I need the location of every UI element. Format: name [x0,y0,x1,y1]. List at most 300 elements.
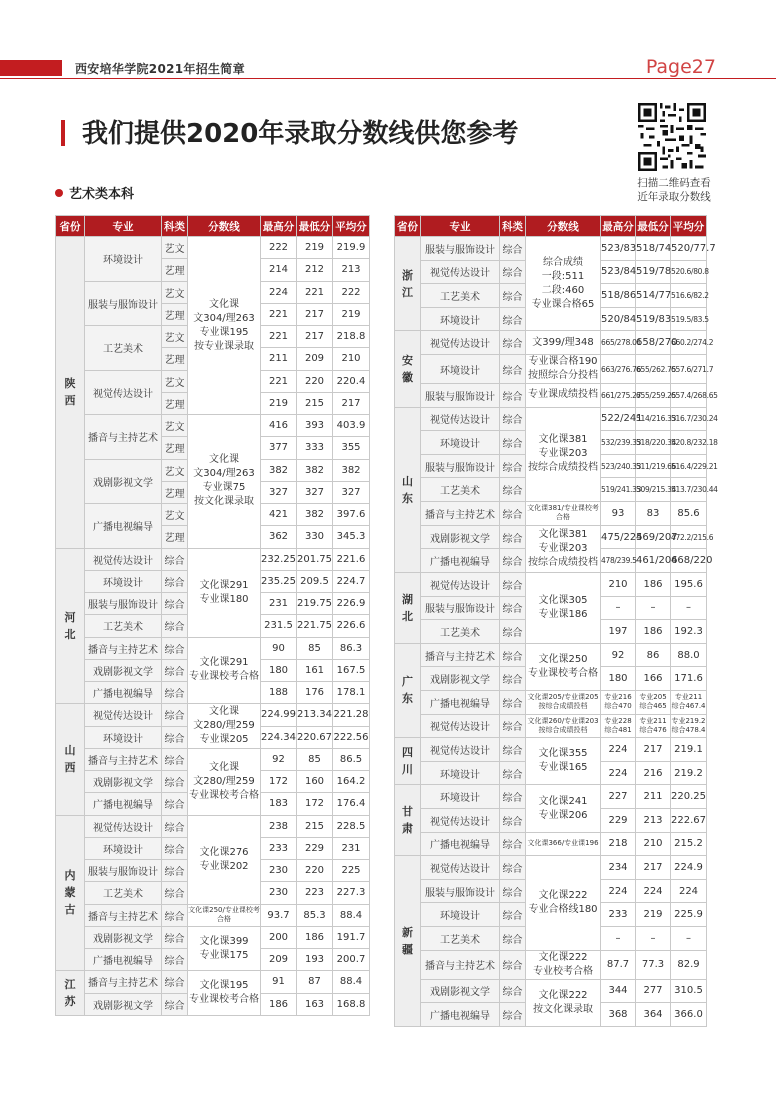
min-score-cell: 186 [636,572,671,596]
category-cell: 综合 [500,572,526,596]
max-score-cell: 200 [261,926,297,948]
column-header: 平均分 [671,216,707,237]
major-cell: 广播电视编导 [85,949,162,971]
avg-score-cell: 220.25 [671,785,707,809]
min-score-cell: 219.75 [297,593,333,615]
avg-score-cell: 219.9 [333,237,370,259]
table-row [56,637,370,659]
avg-score-cell: 226.6 [333,615,370,637]
max-score-cell: 专业228 综合481 [601,714,636,738]
max-score-cell: 475/225 [601,525,636,549]
avg-score-cell: 222.56 [333,726,370,748]
category-cell: 综合 [162,659,188,681]
table-row [395,237,707,261]
min-score-cell: 85 [297,637,333,659]
score-line-cell: 文化课 文280/理259 专业课校考合格 [188,748,261,815]
province-cell: 湖 北 [395,572,421,643]
min-score-cell: 83 [636,502,671,526]
max-score-cell: – [601,927,636,951]
avg-score-cell: 382 [333,459,370,481]
major-cell: 播音与主持艺术 [85,415,162,460]
min-score-cell: 382 [297,504,333,526]
min-score-cell: 219 [636,903,671,927]
category-cell: 综合 [162,593,188,615]
avg-score-cell: 520.6/80.8 [671,260,707,284]
max-score-cell: 661/275.27 [601,384,636,408]
score-line-cell: 文化课 文304/理263 专业课75 按文化课录取 [188,415,261,549]
max-score-cell: 180 [261,659,297,681]
major-cell: 戏剧影视文学 [421,979,500,1003]
major-cell: 视觉传达设计 [85,704,162,726]
column-header: 平均分 [333,216,370,237]
min-score-cell: 509/215.34 [636,478,671,502]
major-cell: 服装与服饰设计 [85,281,162,326]
major-cell: 视觉传达设计 [421,572,500,596]
major-cell: 视觉传达设计 [421,714,500,738]
table-row [56,748,370,770]
section-label: 艺术类本科 [69,187,135,202]
major-cell: 视觉传达设计 [421,407,500,431]
avg-score-cell: 228.5 [333,815,370,837]
min-score-cell: 211 [636,785,671,809]
avg-score-cell: 192.3 [671,620,707,644]
max-score-cell: 532/239.33 [601,431,636,455]
category-cell: 艺理 [162,526,188,548]
avg-score-cell: 88.4 [333,904,370,926]
major-cell: 广播电视编导 [85,504,162,549]
province-cell: 安 徽 [395,331,421,407]
avg-score-cell: 516.6/82.2 [671,284,707,308]
category-cell: 综合 [500,331,526,355]
category-cell: 艺理 [162,348,188,370]
min-score-cell: 212 [297,259,333,281]
avg-score-cell: 226.9 [333,593,370,615]
major-cell: 服装与服饰设计 [421,596,500,620]
major-cell: 戏剧影视文学 [85,459,162,504]
avg-score-cell: 345.3 [333,526,370,548]
category-cell: 综合 [162,882,188,904]
table-row [395,832,707,856]
avg-score-cell: 213 [333,259,370,281]
max-score-cell: 234 [601,856,636,880]
max-score-cell: 188 [261,682,297,704]
major-cell: 工艺美术 [421,284,500,308]
category-cell: 综合 [162,726,188,748]
max-score-cell: 421 [261,504,297,526]
min-score-cell: 209.5 [297,570,333,592]
table-row [395,525,707,549]
major-cell: 播音与主持艺术 [421,502,500,526]
max-score-cell: 518/86 [601,284,636,308]
min-score-cell: 518/220.34 [636,431,671,455]
score-line-cell: 文化课355 专业课165 [526,738,601,785]
max-score-cell: 210 [601,572,636,596]
min-score-cell: 193 [297,949,333,971]
min-score-cell: 220 [297,860,333,882]
max-score-cell: 90 [261,637,297,659]
avg-score-cell: 397.6 [333,504,370,526]
min-score-cell: 217 [636,856,671,880]
category-cell: 综合 [162,815,188,837]
category-cell: 综合 [162,771,188,793]
min-score-cell: 277 [636,979,671,1003]
max-score-cell: 377 [261,437,297,459]
column-header: 分数线 [526,216,601,237]
major-cell: 广播电视编导 [421,690,500,714]
table-row [56,237,370,259]
min-score-cell: 217 [297,303,333,325]
min-score-cell: 220.67 [297,726,333,748]
major-cell: 环境设计 [421,431,500,455]
score-line-cell: 文化课250/专业课校考合格 [188,904,261,926]
major-cell: 工艺美术 [85,882,162,904]
min-score-cell: 514/216.33 [636,407,671,431]
column-header: 分数线 [188,216,261,237]
category-cell: 综合 [162,971,188,993]
avg-score-cell: 355 [333,437,370,459]
min-score-cell: 655/262.75 [636,355,671,384]
column-header: 专业 [85,216,162,237]
min-score-cell: 201.75 [297,548,333,570]
major-cell: 视觉传达设计 [421,738,500,762]
avg-score-cell: 191.7 [333,926,370,948]
min-score-cell: 166 [636,667,671,691]
avg-score-cell: 224.9 [671,856,707,880]
table-row [395,950,707,979]
province-cell: 山 东 [395,407,421,572]
table-row [395,572,707,596]
score-line-cell: 文化课241 专业课206 [526,785,601,832]
category-cell: 综合 [500,979,526,1003]
table-row [56,704,370,726]
table-header-row [395,216,707,237]
max-score-cell: 235.25 [261,570,297,592]
avg-score-cell: 85.6 [671,502,707,526]
category-cell: 综合 [500,431,526,455]
min-score-cell: 519/83 [636,307,671,331]
avg-score-cell: 660.2/274.2 [671,331,707,355]
min-score-cell: 219 [297,237,333,259]
major-cell: 广播电视编导 [85,793,162,815]
max-score-cell: 224 [601,738,636,762]
major-cell: 环境设计 [85,726,162,748]
max-score-cell: 224.34 [261,726,297,748]
category-cell: 综合 [500,690,526,714]
category-cell: 艺文 [162,237,188,259]
avg-score-cell: 221.28 [333,704,370,726]
category-cell: 综合 [162,570,188,592]
max-score-cell: 92 [601,643,636,667]
column-header: 最高分 [261,216,297,237]
table-row [395,384,707,408]
table-row [56,971,370,993]
avg-score-cell: 225 [333,860,370,882]
score-line-cell: 文化课276 专业课202 [188,815,261,904]
avg-score-cell: 657.6/271.7 [671,355,707,384]
max-score-cell: 238 [261,815,297,837]
major-cell: 戏剧影视文学 [85,993,162,1015]
table-row [395,355,707,384]
major-cell: 戏剧影视文学 [421,525,500,549]
province-cell: 广 东 [395,643,421,737]
qr-caption [628,176,720,204]
province-cell: 四 川 [395,738,421,785]
avg-score-cell: 222 [333,281,370,303]
column-header: 省份 [395,216,421,237]
category-cell: 艺文 [162,504,188,526]
avg-score-cell: 专业219.2 综合478.4 [671,714,707,738]
province-cell: 内 蒙 古 [56,815,85,971]
min-score-cell: 220 [297,370,333,392]
major-cell: 环境设计 [85,570,162,592]
major-cell: 播音与主持艺术 [85,971,162,993]
score-line-cell: 文化课222 专业校考合格 [526,950,601,979]
avg-score-cell: 403.9 [333,415,370,437]
max-score-cell: 382 [261,459,297,481]
province-cell: 新 疆 [395,856,421,1027]
category-cell: 综合 [500,667,526,691]
min-score-cell: 330 [297,526,333,548]
min-score-cell: 469/207 [636,525,671,549]
score-line-cell: 综合成绩 一段:511 二段:460 专业课合格65 [526,237,601,331]
avg-score-cell: 195.6 [671,572,707,596]
avg-score-cell: 219 [333,303,370,325]
major-cell: 播音与主持艺术 [85,637,162,659]
min-score-cell: 163 [297,993,333,1015]
major-cell: 工艺美术 [421,478,500,502]
avg-score-cell: 327 [333,481,370,503]
min-score-cell: 186 [636,620,671,644]
min-score-cell: 514/77 [636,284,671,308]
min-score-cell: 217 [636,738,671,762]
avg-score-cell: – [671,596,707,620]
min-score-cell: 327 [297,481,333,503]
province-cell: 甘 肃 [395,785,421,856]
avg-score-cell: 176.4 [333,793,370,815]
max-score-cell: 180 [601,667,636,691]
title-accent [61,120,65,146]
avg-score-cell: 657.4/268.65 [671,384,707,408]
category-cell: 综合 [162,926,188,948]
major-cell: 视觉传达设计 [85,370,162,415]
score-line-cell: 文化课 文280/理259 专业课205 [188,704,261,749]
min-score-cell: 85 [297,748,333,770]
major-cell: 视觉传达设计 [421,809,500,833]
max-score-cell: 523/83 [601,237,636,261]
avg-score-cell: 520.8/232.18 [671,431,707,455]
avg-score-cell: 222.67 [671,809,707,833]
score-line-cell: 文化课381 专业课203 按综合成绩投档 [526,407,601,501]
score-line-cell: 文化课205/专业课205 按综合成绩投档 [526,690,601,714]
major-cell: 播音与主持艺术 [85,748,162,770]
avg-score-cell: 513.7/230.44 [671,478,707,502]
avg-score-cell: 171.6 [671,667,707,691]
min-score-cell: 213 [636,809,671,833]
category-cell: 综合 [162,949,188,971]
category-cell: 艺文 [162,281,188,303]
category-cell: 综合 [500,903,526,927]
score-line-cell: 专业课合格190 按照综合分投档 [526,355,601,384]
category-cell: 综合 [162,793,188,815]
avg-score-cell: 227.3 [333,882,370,904]
avg-score-cell: 218.8 [333,326,370,348]
avg-score-cell: 88.4 [333,971,370,993]
avg-score-cell: 221.6 [333,548,370,570]
table-row [56,904,370,926]
table-row [56,548,370,570]
max-score-cell: 218 [601,832,636,856]
column-header: 专业 [421,216,500,237]
max-score-cell: 665/278.01 [601,331,636,355]
min-score-cell: 364 [636,1003,671,1027]
max-score-cell: 93.7 [261,904,297,926]
min-score-cell: 176 [297,682,333,704]
category-cell: 综合 [500,950,526,979]
avg-score-cell: 224.7 [333,570,370,592]
major-cell: 环境设计 [421,785,500,809]
min-score-cell: 382 [297,459,333,481]
min-score-cell: 215 [297,815,333,837]
min-score-cell: 655/259.25 [636,384,671,408]
score-table-right [394,215,718,1027]
min-score-cell: 213.34 [297,704,333,726]
avg-score-cell: 468/220 [671,549,707,573]
score-table-left [55,215,370,1016]
category-cell: 综合 [162,637,188,659]
category-cell: 综合 [500,714,526,738]
avg-score-cell: 516.7/230.24 [671,407,707,431]
qr-caption-line: 近年录取分数线 [637,191,711,203]
province-cell: 陕 西 [56,237,85,549]
category-cell: 综合 [500,237,526,261]
header-school: 西安培华学院2021年招生简章 [75,62,245,76]
score-line-cell: 文化课291 专业课校考合格 [188,637,261,704]
header-rule [0,78,776,79]
major-cell: 工艺美术 [85,615,162,637]
category-cell: 综合 [500,785,526,809]
min-score-cell: 172 [297,793,333,815]
avg-score-cell: 219.2 [671,761,707,785]
category-cell: 综合 [162,837,188,859]
major-cell: 工艺美术 [421,927,500,951]
avg-score-cell: 215.2 [671,832,707,856]
min-score-cell: 519/78 [636,260,671,284]
max-score-cell: 416 [261,415,297,437]
category-cell: 综合 [500,879,526,903]
category-cell: 综合 [500,761,526,785]
avg-score-cell: 516.4/229.21 [671,454,707,478]
province-cell: 山 西 [56,704,85,815]
min-score-cell: 333 [297,437,333,459]
avg-score-cell: 472.2/215.6 [671,525,707,549]
category-cell: 综合 [500,307,526,331]
avg-score-cell: 217 [333,392,370,414]
category-cell: 综合 [162,860,188,882]
max-score-cell: 231 [261,593,297,615]
header-accent [0,60,62,76]
min-score-cell: 223 [297,882,333,904]
max-score-cell: 211 [261,348,297,370]
major-cell: 戏剧影视文学 [85,771,162,793]
max-score-cell: 224 [601,879,636,903]
max-score-cell: 230 [261,882,297,904]
major-cell: 环境设计 [421,307,500,331]
avg-score-cell: 231 [333,837,370,859]
table-row [395,738,707,762]
max-score-cell: 232.25 [261,548,297,570]
max-score-cell: 221 [261,370,297,392]
max-score-cell: 233 [601,903,636,927]
max-score-cell: 523/84 [601,260,636,284]
avg-score-cell: 164.2 [333,771,370,793]
min-score-cell: 86 [636,643,671,667]
column-header: 最高分 [601,216,636,237]
qr-code-icon[interactable] [638,103,706,171]
max-score-cell: 519/241.33 [601,478,636,502]
category-cell: 综合 [500,549,526,573]
max-score-cell: 227 [601,785,636,809]
score-line-cell: 文化课 文304/理263 专业课195 按专业课录取 [188,237,261,415]
major-cell: 服装与服饰设计 [421,237,500,261]
max-score-cell: 344 [601,979,636,1003]
max-score-cell: 478/239.5 [601,549,636,573]
avg-score-cell: 86.3 [333,637,370,659]
category-cell: 综合 [500,502,526,526]
min-score-cell: 186 [297,926,333,948]
category-cell: 综合 [162,548,188,570]
max-score-cell: 209 [261,949,297,971]
min-score-cell: 221 [297,281,333,303]
category-cell: 综合 [162,993,188,1015]
table-row [56,815,370,837]
avg-score-cell: 178.1 [333,682,370,704]
max-score-cell: 183 [261,793,297,815]
avg-score-cell: 520/77.7 [671,237,707,261]
avg-score-cell: 225.9 [671,903,707,927]
score-line-cell: 文化课399 专业课175 [188,926,261,971]
min-score-cell: 161 [297,659,333,681]
category-cell: 综合 [500,809,526,833]
table-row [395,856,707,880]
max-score-cell: 522/241 [601,407,636,431]
avg-score-cell: 168.8 [333,993,370,1015]
min-score-cell: 专业205 综合465 [636,690,671,714]
max-score-cell: 520/84 [601,307,636,331]
column-header: 省份 [56,216,85,237]
major-cell: 视觉传达设计 [421,260,500,284]
score-line-cell: 文化课291 专业课180 [188,548,261,637]
max-score-cell: 222 [261,237,297,259]
avg-score-cell: 366.0 [671,1003,707,1027]
table-row [395,331,707,355]
max-score-cell: 214 [261,259,297,281]
major-cell: 戏剧影视文学 [421,667,500,691]
max-score-cell: 186 [261,993,297,1015]
category-cell: 综合 [500,620,526,644]
category-cell: 综合 [500,1003,526,1027]
category-cell: 艺理 [162,259,188,281]
avg-score-cell: 专业211 综合467.4 [671,690,707,714]
score-line-cell: 文化课381 专业课203 按综合成绩投档 [526,525,601,572]
max-score-cell: 219 [261,392,297,414]
min-score-cell: 210 [636,832,671,856]
max-score-cell: 93 [601,502,636,526]
category-cell: 艺理 [162,303,188,325]
major-cell: 广播电视编导 [421,549,500,573]
major-cell: 戏剧影视文学 [85,926,162,948]
score-line-cell: 文399/理348 [526,331,601,355]
major-cell: 服装与服饰设计 [85,593,162,615]
